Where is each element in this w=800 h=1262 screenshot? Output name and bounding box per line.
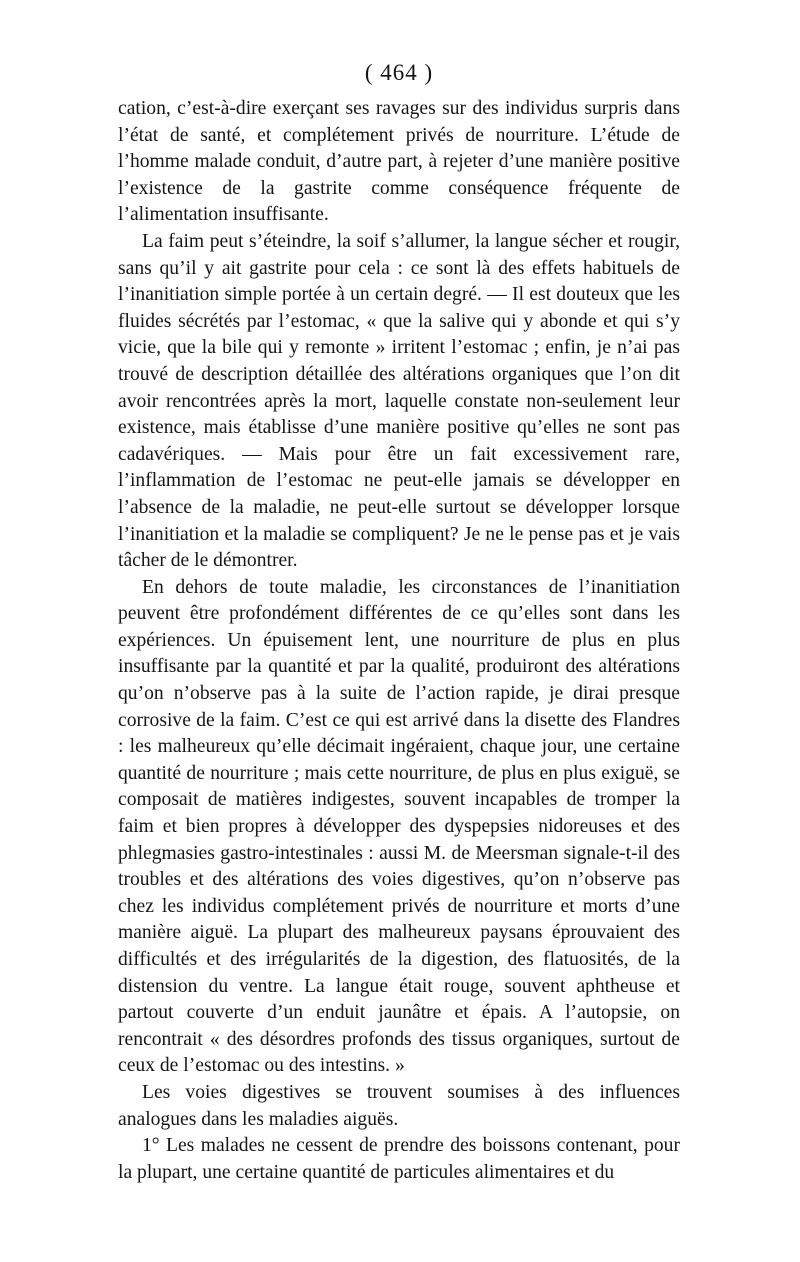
paragraph-5: 1° Les malades ne cessent de prendre des boissons contenant, pour la plupart, une certaine quantité de particules alimentaires et du bbox=[118, 1135, 680, 1183]
paragraph-4: Les voies digestives se trouvent soumises à des influences analogues dans les maladies aiguës. bbox=[118, 1081, 680, 1130]
paragraph-1: cation, c’est-à-dire exerçant ses ravages sur des individus surpris dans l’état de santé, et complétement privés de nourriture. L’étude de l’homme malade conduit, d’autre part, à rejeter d’une manière positive l’existence de la gastrite comme conséquence fréquente de l’alimentation insuffisante. bbox=[118, 98, 680, 226]
page-number: ( 464 ) bbox=[364, 60, 434, 85]
paragraph-2: La faim peut s’éteindre, la soif s’allumer, la langue sécher et rougir, sans qu’il y ait gastrite pour cela : ce sont là des effets habituels de l’inanitiation simple portée à un certain degré. — Il est douteux que les fluides sécrétés par l’estomac, « que la salive qui y abonde et qui s’y vicie, que la bile qui y remonte » irritent l’estomac ; enfin, je n’ai pas trouvé de description détaillée des altérations organiques que l’on dit avoir rencontrées après la mort, laquelle constate non-seulement leur existence, mais établisse d’une manière positive qu’elles ne sont pas cadavériques. — Mais pour être un fait excessivement rare, l’inflammation de l’estomac ne peut-elle jamais se développer en l’absence de la maladie, ne peut-elle surtout se développer lorsque l’inanitiation et la maladie se compliquent? Je ne le pense pas et je vais tâcher de le démontrer. bbox=[118, 230, 680, 572]
paragraph-3: En dehors de toute maladie, les circonstances de l’inanitiation peuvent être profondément différentes de ce qu’elles sont dans les expériences. Un épuisement lent, une nourriture de plus en plus insuffisante par la quantité et par la qualité, produiront des altérations qu’on n’observe pas à la suite de l’action rapide, je dirai presque corrosive de la faim. C’est ce qui est arrivé dans la disette des Flandres : les malheureux qu’elle décimait ingéraient, chaque jour, une certaine quantité de nourriture ; mais cette nourriture, de plus en plus exiguë, se composait de matières indigestes, souvent incapables de tromper la faim et bien propres à développer des dyspepsies nidoreuses et des phlegmasies gastro-intestinales : aussi M. de Meersman signale-t-il des troubles et des altérations des voies digestives, qu’on n’observe pas chez les individus complétement privés de nourriture et morts d’une manière aiguë. La plupart des malheureux paysans éprouvaient des difficultés et des irrégularités de la digestion, des flatuosités, de la distension du ventre. La langue était rouge, souvent aphtheuse et partout couverte d’un enduit jaunâtre et épais. A l’autopsie, on rencontrait « des désordres profonds des tissus organiques, surtout de ceux de l’estomac ou des intestins. » bbox=[118, 576, 680, 1077]
